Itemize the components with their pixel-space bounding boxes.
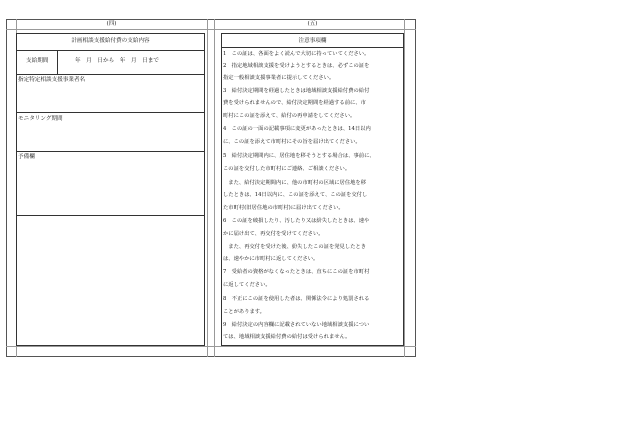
note-line: 費を受けられませんので、給付決定期間を経過する前に、市: [223, 100, 366, 106]
note-line: 3 給付決定期間を経過したときは地域相談支援給付費の給付: [223, 88, 370, 94]
outer-top-border: [6, 19, 416, 20]
outer-left-border: [6, 19, 7, 357]
note-line: 指定一般相談支援事業者に提示してください。: [223, 75, 335, 81]
note-line: 8 不正にこの証を使用した者は、関係法令により処罰される: [223, 296, 370, 302]
note-line: 4 この証の一面の記載事項に変更があったときは、14日以内: [223, 126, 371, 132]
outer-bottom-border: [6, 356, 416, 357]
provider-row-divider: [16, 112, 205, 113]
note-line: また、再交付を受けた後、紛失したこの証を発見したとき: [223, 244, 367, 250]
benefit-table-title: 計画相談支援給付費の支給内容: [71, 38, 150, 44]
provider-label: 指定特定相談支援事業者名: [18, 77, 86, 83]
period-row-divider: [16, 74, 205, 75]
note-line: この証を交付した市町村にご連絡、ご相談ください。: [223, 166, 351, 172]
note-line: かに届け出て、再交付を受けてください。: [223, 231, 324, 237]
note-line: 1 この証は、各面をよく読んで大切に持っていてください。: [223, 51, 370, 57]
note-line: に、この証を添えて市町村にその旨を届け出てください。: [223, 139, 361, 145]
note-line: ては、地域相談支援給付費の給付は受けられません。: [223, 334, 351, 340]
fold-line-left: [207, 19, 208, 357]
provider-value-field: [17, 85, 204, 111]
period-label-divider: [57, 50, 58, 74]
note-line: 9 給付決定の内容欄に記載されていない地域相談支援につい: [223, 322, 370, 328]
note-line: 6 この証を破損したり、汚したり又は紛失したときは、速や: [223, 218, 370, 224]
header-band-line: [6, 29, 416, 30]
outer-right-border: [415, 19, 416, 357]
note-line: ことがあります。: [223, 309, 265, 315]
monitoring-row-divider: [16, 151, 205, 152]
notes-table-title: 注意事項欄: [298, 38, 327, 44]
right-panel-heading: (五): [307, 21, 318, 27]
remarks-field: [17, 162, 204, 214]
note-line: 7 受給者の資格がなくなったときは、直ちにこの証を市町村: [223, 269, 370, 275]
note-line: したときは、14日以内に、この証を添えて、この証を交付し: [223, 192, 368, 198]
period-value: 年 月 日から 年 月 日まで: [75, 58, 159, 64]
period-label: 支給期間: [26, 58, 49, 64]
remarks-label: 予備欄: [18, 154, 35, 160]
note-line: に返してください。: [223, 282, 271, 288]
note-line: た市町村(旧居住地の市町村)に届け出てください。: [223, 205, 344, 211]
note-line: 2 指定地域相談支援を受けようとするときは、必ずこの証を: [223, 63, 370, 69]
monitoring-value-field: [17, 124, 204, 150]
footer-band-line: [6, 346, 416, 347]
note-line: 5 給付決定期間内に、居住地を移そうとする場合は、事前に、: [223, 153, 375, 159]
note-line: 町村にこの証を添えて、給付の再申請をしてください。: [223, 113, 356, 119]
monitoring-label: モニタリング期間: [18, 116, 63, 122]
left-panel-heading: (四): [106, 21, 117, 27]
right-title-divider: [221, 47, 404, 48]
note-line: は、速やかに市町村に返してください。: [223, 256, 319, 262]
left-title-divider: [16, 50, 205, 51]
note-line: また、給付決定期間内に、他の市町村の区域に居住地を移: [223, 180, 367, 186]
fold-line-right: [214, 19, 215, 357]
blank-field: [17, 216, 204, 345]
